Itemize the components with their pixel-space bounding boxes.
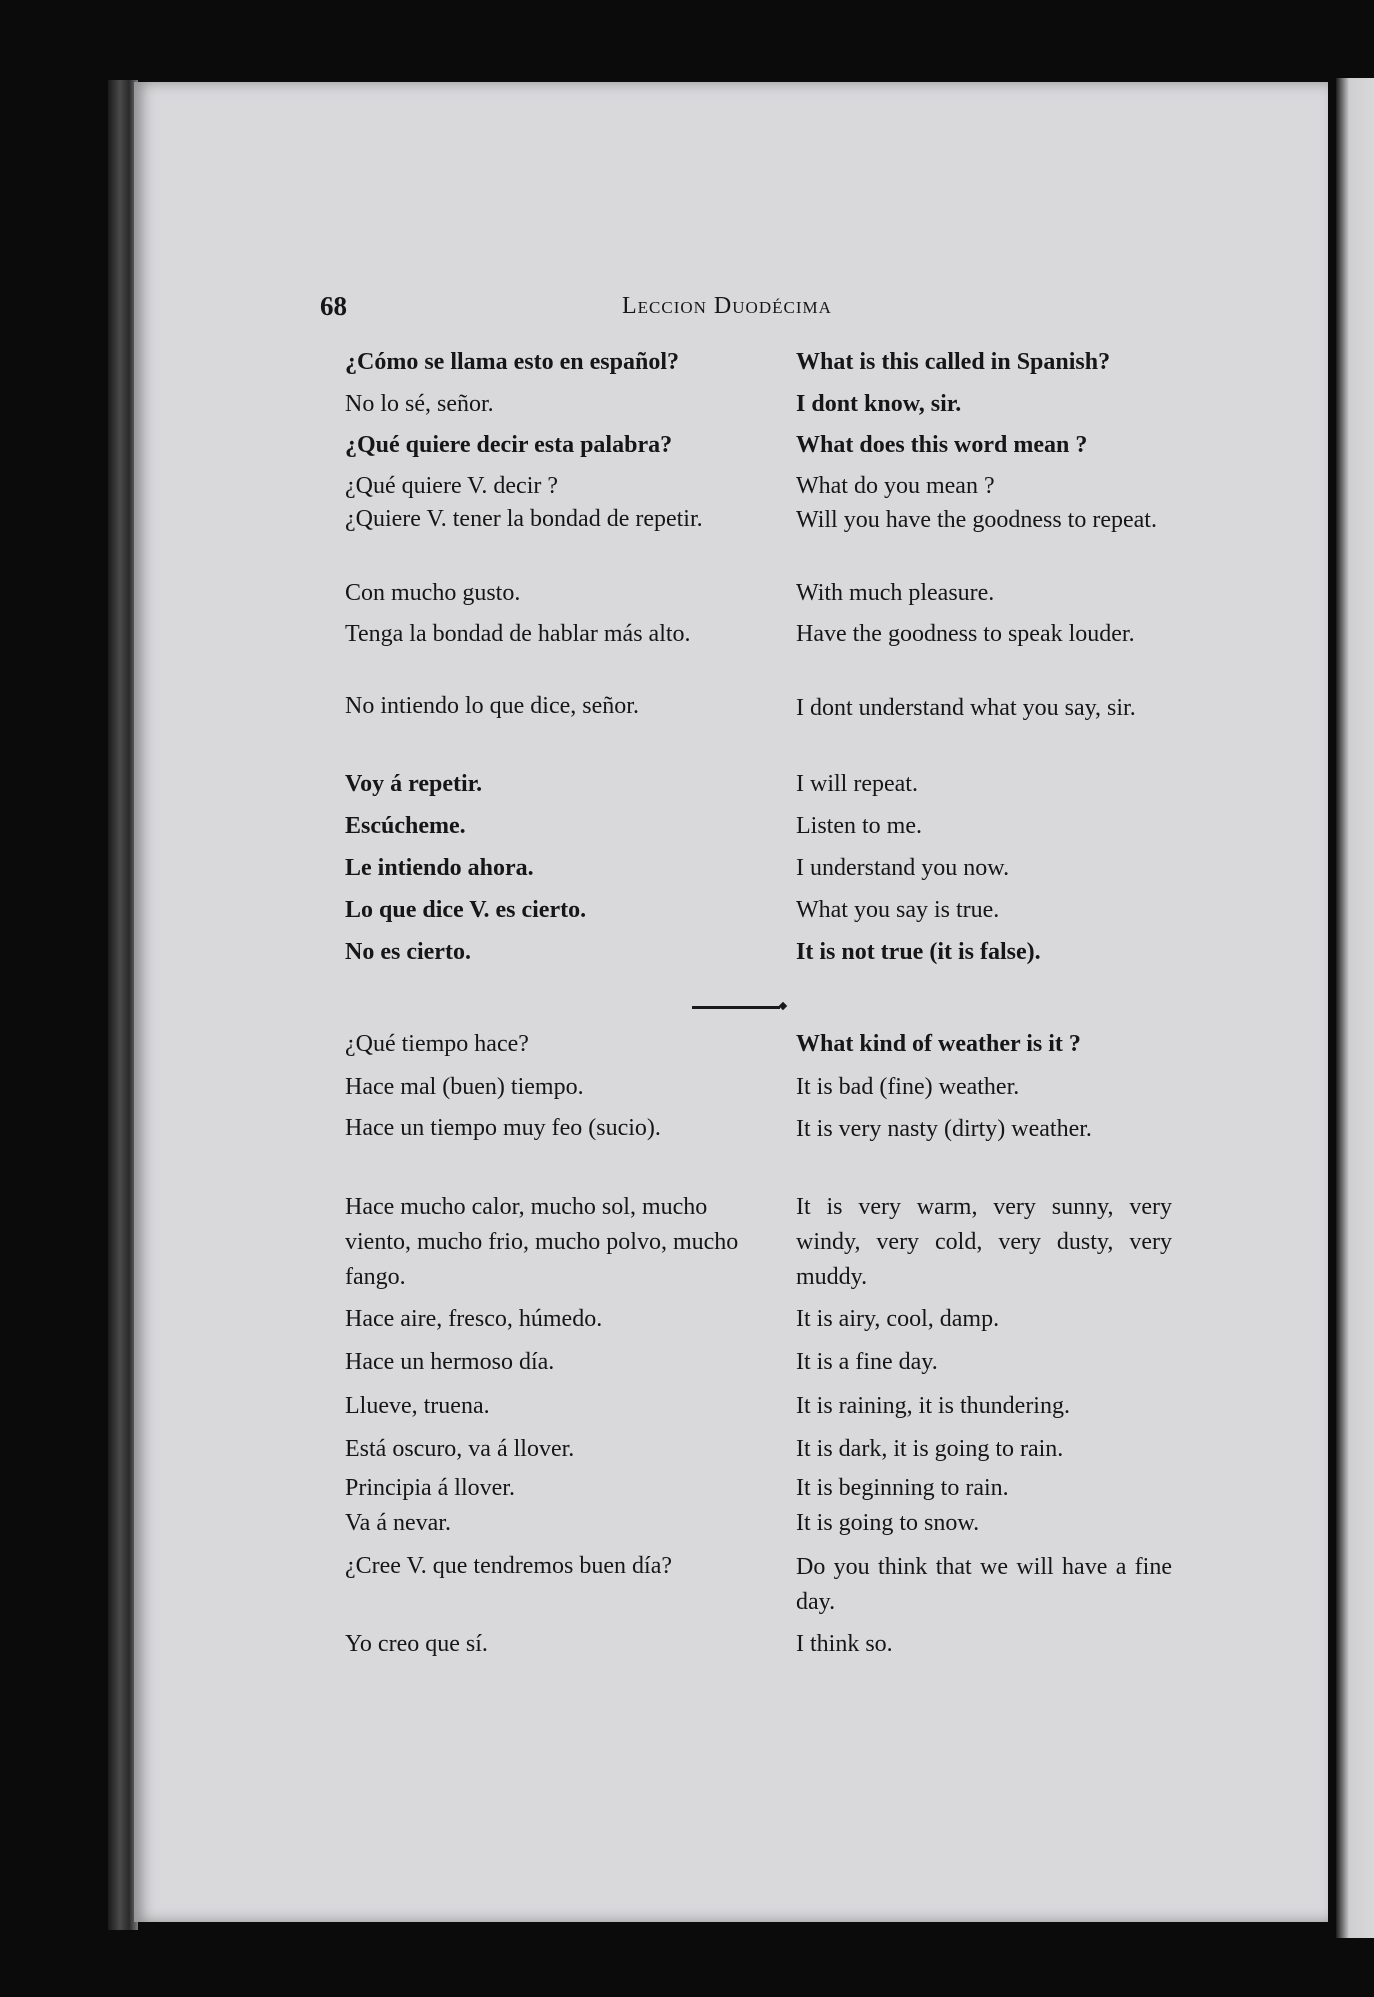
spanish-phrase: ¿Cree V. que tendremos buen día? <box>345 1553 673 1579</box>
spanish-phrase: Hace un tiempo muy feo (sucio). <box>345 1115 661 1141</box>
english-phrase: It is going to snow. <box>796 1510 980 1536</box>
running-head: Leccion Duodécima <box>622 293 832 319</box>
spanish-phrase: Hace un hermoso día. <box>345 1349 555 1375</box>
spanish-phrase: Hace mucho calor, mucho sol, mucho viento, mucho frio, mucho polvo, mucho fango. <box>345 1194 739 1290</box>
english-phrase: It is not true (it is false). <box>796 939 1041 965</box>
spanish-phrase: Hace aire, fresco, húmedo. <box>345 1306 603 1332</box>
english-phrase: Do you think that we will have a fine day. <box>796 1554 1172 1615</box>
spanish-phrase: Tenga la bondad de hablar más alto. <box>345 621 691 647</box>
english-phrase: Have the goodness to speak louder. <box>796 621 1135 647</box>
english-phrase: It is airy, cool, damp. <box>796 1306 1000 1332</box>
english-phrase: It is very nasty (dirty) weather. <box>796 1116 1092 1142</box>
spanish-phrase: Va á nevar. <box>345 1510 451 1536</box>
spanish-phrase: ¿Qué quiere V. decir ? <box>345 473 559 499</box>
spanish-phrase: Voy á repetir. <box>345 771 483 797</box>
spanish-phrase: Con mucho gusto. <box>345 580 521 606</box>
english-phrase: It is dark, it is going to rain. <box>796 1436 1064 1462</box>
english-phrase: Will you have the goodness to repeat. <box>796 507 1157 533</box>
page-header <box>0 291 1374 321</box>
english-phrase: What kind of weather is it ? <box>796 1031 1081 1057</box>
english-phrase: It is very warm, very sunny, very windy, very cold, very dusty, very muddy. <box>796 1194 1172 1290</box>
english-phrase: I dont know, sir. <box>796 391 962 417</box>
spanish-phrase: Escúcheme. <box>345 813 466 839</box>
spanish-phrase: ¿Qué tiempo hace? <box>345 1031 529 1057</box>
spanish-phrase: Lo que dice V. es cierto. <box>345 897 587 923</box>
section-divider <box>692 1006 780 1009</box>
english-phrase: I understand you now. <box>796 855 1010 881</box>
spanish-phrase: No es cierto. <box>345 939 471 965</box>
spanish-phrase: Principia á llover. <box>345 1475 515 1501</box>
spanish-phrase: No lo sé, señor. <box>345 391 494 417</box>
spanish-phrase: Está oscuro, va á llover. <box>345 1436 575 1462</box>
english-phrase: I think so. <box>796 1631 893 1657</box>
spanish-phrase: ¿Qué quiere decir esta palabra? <box>345 432 673 458</box>
spanish-phrase: ¿Quiere V. tener la bondad de repetir. <box>345 506 703 532</box>
english-phrase: It is raining, it is thundering. <box>796 1393 1070 1419</box>
spanish-phrase: Le intiendo ahora. <box>345 855 534 881</box>
spanish-phrase: Yo creo que sí. <box>345 1631 488 1657</box>
spanish-phrase: Hace mal (buen) tiempo. <box>345 1074 584 1100</box>
english-phrase: It is beginning to rain. <box>796 1475 1009 1501</box>
page-number: 68 <box>320 291 347 321</box>
spanish-phrase: ¿Cómo se llama esto en español? <box>345 349 679 375</box>
spanish-phrase: No intiendo lo que dice, señor. <box>345 693 639 719</box>
english-phrase: I will repeat. <box>796 771 918 797</box>
english-phrase: With much pleasure. <box>796 580 995 606</box>
english-phrase: I dont understand what you say, sir. <box>796 695 1136 721</box>
spanish-phrase: Llueve, truena. <box>345 1393 490 1419</box>
english-phrase: What you say is true. <box>796 897 1000 923</box>
english-phrase: It is bad (fine) weather. <box>796 1074 1020 1100</box>
english-phrase: What do you mean ? <box>796 473 995 499</box>
english-phrase: It is a fine day. <box>796 1349 938 1375</box>
english-phrase: What does this word mean ? <box>796 432 1088 458</box>
english-phrase: What is this called in Spanish? <box>796 349 1111 375</box>
english-phrase: Listen to me. <box>796 813 922 839</box>
